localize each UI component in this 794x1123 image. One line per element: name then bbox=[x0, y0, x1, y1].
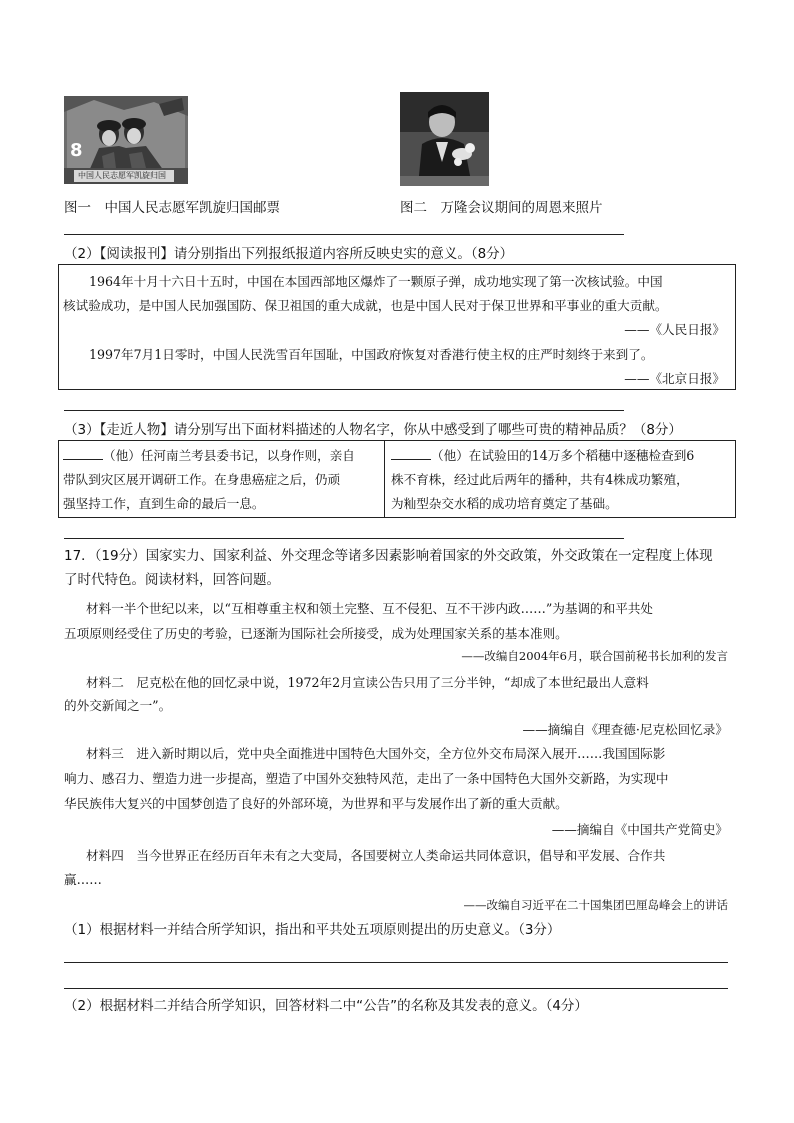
q2-title: （2）【阅读报刊】请分别指出下列报纸报道内容所反映史实的意义。（8分） bbox=[64, 246, 514, 262]
material-3-line-2: 响力、感召力、塑造力进一步提高，塑造了中国外交独特风范，走出了一条中国特色大国外交新路，为实现中 bbox=[64, 771, 669, 786]
material-2-line-1: 材料二 尼克松在他的回忆录中说，1972年2月宣读公告只用了三分半钟，“却成了本世纪最出人意料 bbox=[86, 675, 649, 690]
answer-line[interactable] bbox=[64, 988, 728, 989]
material-1-line-2: 五项原则经受住了历史的考验，已逐渐为国际社会所接受，成为处理国家关系的基本准则。 bbox=[64, 626, 568, 641]
q2-line-2: 核试验成功，是中国人民加强国防、保卫祖国的重大成就，也是中国人民对于保卫世界和平事业的重大贡献。 bbox=[63, 298, 668, 313]
q2-material-box bbox=[58, 264, 736, 390]
q3-right-line-1: （他）在试验田的14万多个稻穗中逐穗检查到6 bbox=[391, 443, 694, 468]
answer-line[interactable] bbox=[64, 962, 728, 963]
name-blank[interactable] bbox=[63, 447, 103, 460]
stamp-value: 8 bbox=[70, 140, 83, 161]
material-3-source: ——摘编自《中国共产党简史》 bbox=[551, 822, 728, 837]
material-4-source: ——改编自习近平在二十国集团巴厘岛峰会上的讲话 bbox=[463, 898, 728, 912]
answer-line bbox=[64, 410, 624, 411]
q3-left-line-2: 带队到灾区展开调研工作。在身患癌症之后，仍顽 bbox=[63, 472, 341, 487]
figure-1-caption: 图一 中国人民志愿军凯旋归国邮票 bbox=[64, 200, 280, 216]
stamp-text: 中国人民志愿军凯旋归国 bbox=[78, 171, 166, 180]
answer-line bbox=[64, 538, 624, 539]
stamp-image bbox=[64, 96, 188, 184]
q2-source-2: ——《北京日报》 bbox=[624, 371, 725, 386]
material-2-line-2: 的外交新闻之一”。 bbox=[64, 698, 172, 713]
q17-intro-2: 了时代特色。阅读材料，回答问题。 bbox=[64, 572, 280, 588]
q17-sub-1: （1）根据材料一并结合所学知识，指出和平共处五项原则提出的历史意义。（3分） bbox=[64, 922, 561, 938]
name-blank[interactable] bbox=[391, 447, 431, 460]
q3-left-line-3: 强坚持工作，直到生命的最后一息。 bbox=[63, 496, 265, 511]
material-4-line-1: 材料四 当今世界正在经历百年未有之大变局，各国要树立人类命运共同体意识，倡导和平发展、合作共 bbox=[86, 848, 666, 863]
photo-image bbox=[400, 92, 489, 186]
material-4-line-2: 赢…… bbox=[64, 872, 102, 887]
q3-divider bbox=[384, 441, 385, 517]
q2-source-1: ——《人民日报》 bbox=[624, 322, 725, 337]
q3-left-line-1: （他）任河南兰考县委书记，以身作则，亲自 bbox=[63, 443, 355, 468]
q17-intro-1: 17．（19分）国家实力、国家利益、外交理念等诸多因素影响着国家的外交政策，外交政策在一定程度上体现 bbox=[64, 548, 713, 564]
material-2-source: ——摘编自《理查德·尼克松回忆录》 bbox=[522, 722, 728, 737]
q3-material-table bbox=[58, 440, 736, 518]
q3-title: （3）【走近人物】请分别写出下面材料描述的人物名字，你从中感受到了哪些可贵的精神品质？（8分） bbox=[64, 422, 682, 438]
material-3-line-1: 材料三 进入新时期以后，党中央全面推进中国特色大国外交，全方位外交布局深入展开……我国国际影 bbox=[86, 746, 666, 761]
material-1-line-1: 材料一半个世纪以来，以“互相尊重主权和领土完整、互不侵犯、互不干涉内政……”为基调的和平共处 bbox=[86, 601, 654, 616]
q2-line-1: 1964年十月十六日十五时，中国在本国西部地区爆炸了一颗原子弹，成功地实现了第一次核试验。中国 bbox=[89, 274, 663, 289]
q3-right-line-3: 为籼型杂交水稻的成功培育奠定了基础。 bbox=[391, 496, 618, 511]
figure-2-caption: 图二 万隆会议期间的周恩来照片 bbox=[400, 200, 603, 216]
q17-sub-2: （2）根据材料二并结合所学知识，回答材料二中“公告”的名称及其发表的意义。（4分） bbox=[64, 998, 588, 1014]
material-3-line-3: 华民族伟大复兴的中国梦创造了良好的外部环境，为世界和平与发展作出了新的重大贡献。 bbox=[64, 796, 568, 811]
q3-right-line-2: 株不育株，经过此后两年的播种，共有4株成功繁殖， bbox=[391, 472, 689, 487]
material-1-source: ——改编自2004年6月，联合国前秘书长加利的发言 bbox=[461, 649, 728, 663]
q2-line-3: 1997年7月1日零时，中国人民洗雪百年国耻，中国政府恢复对香港行使主权的庄严时刻终于来到了。 bbox=[89, 347, 654, 362]
answer-line bbox=[64, 234, 624, 235]
